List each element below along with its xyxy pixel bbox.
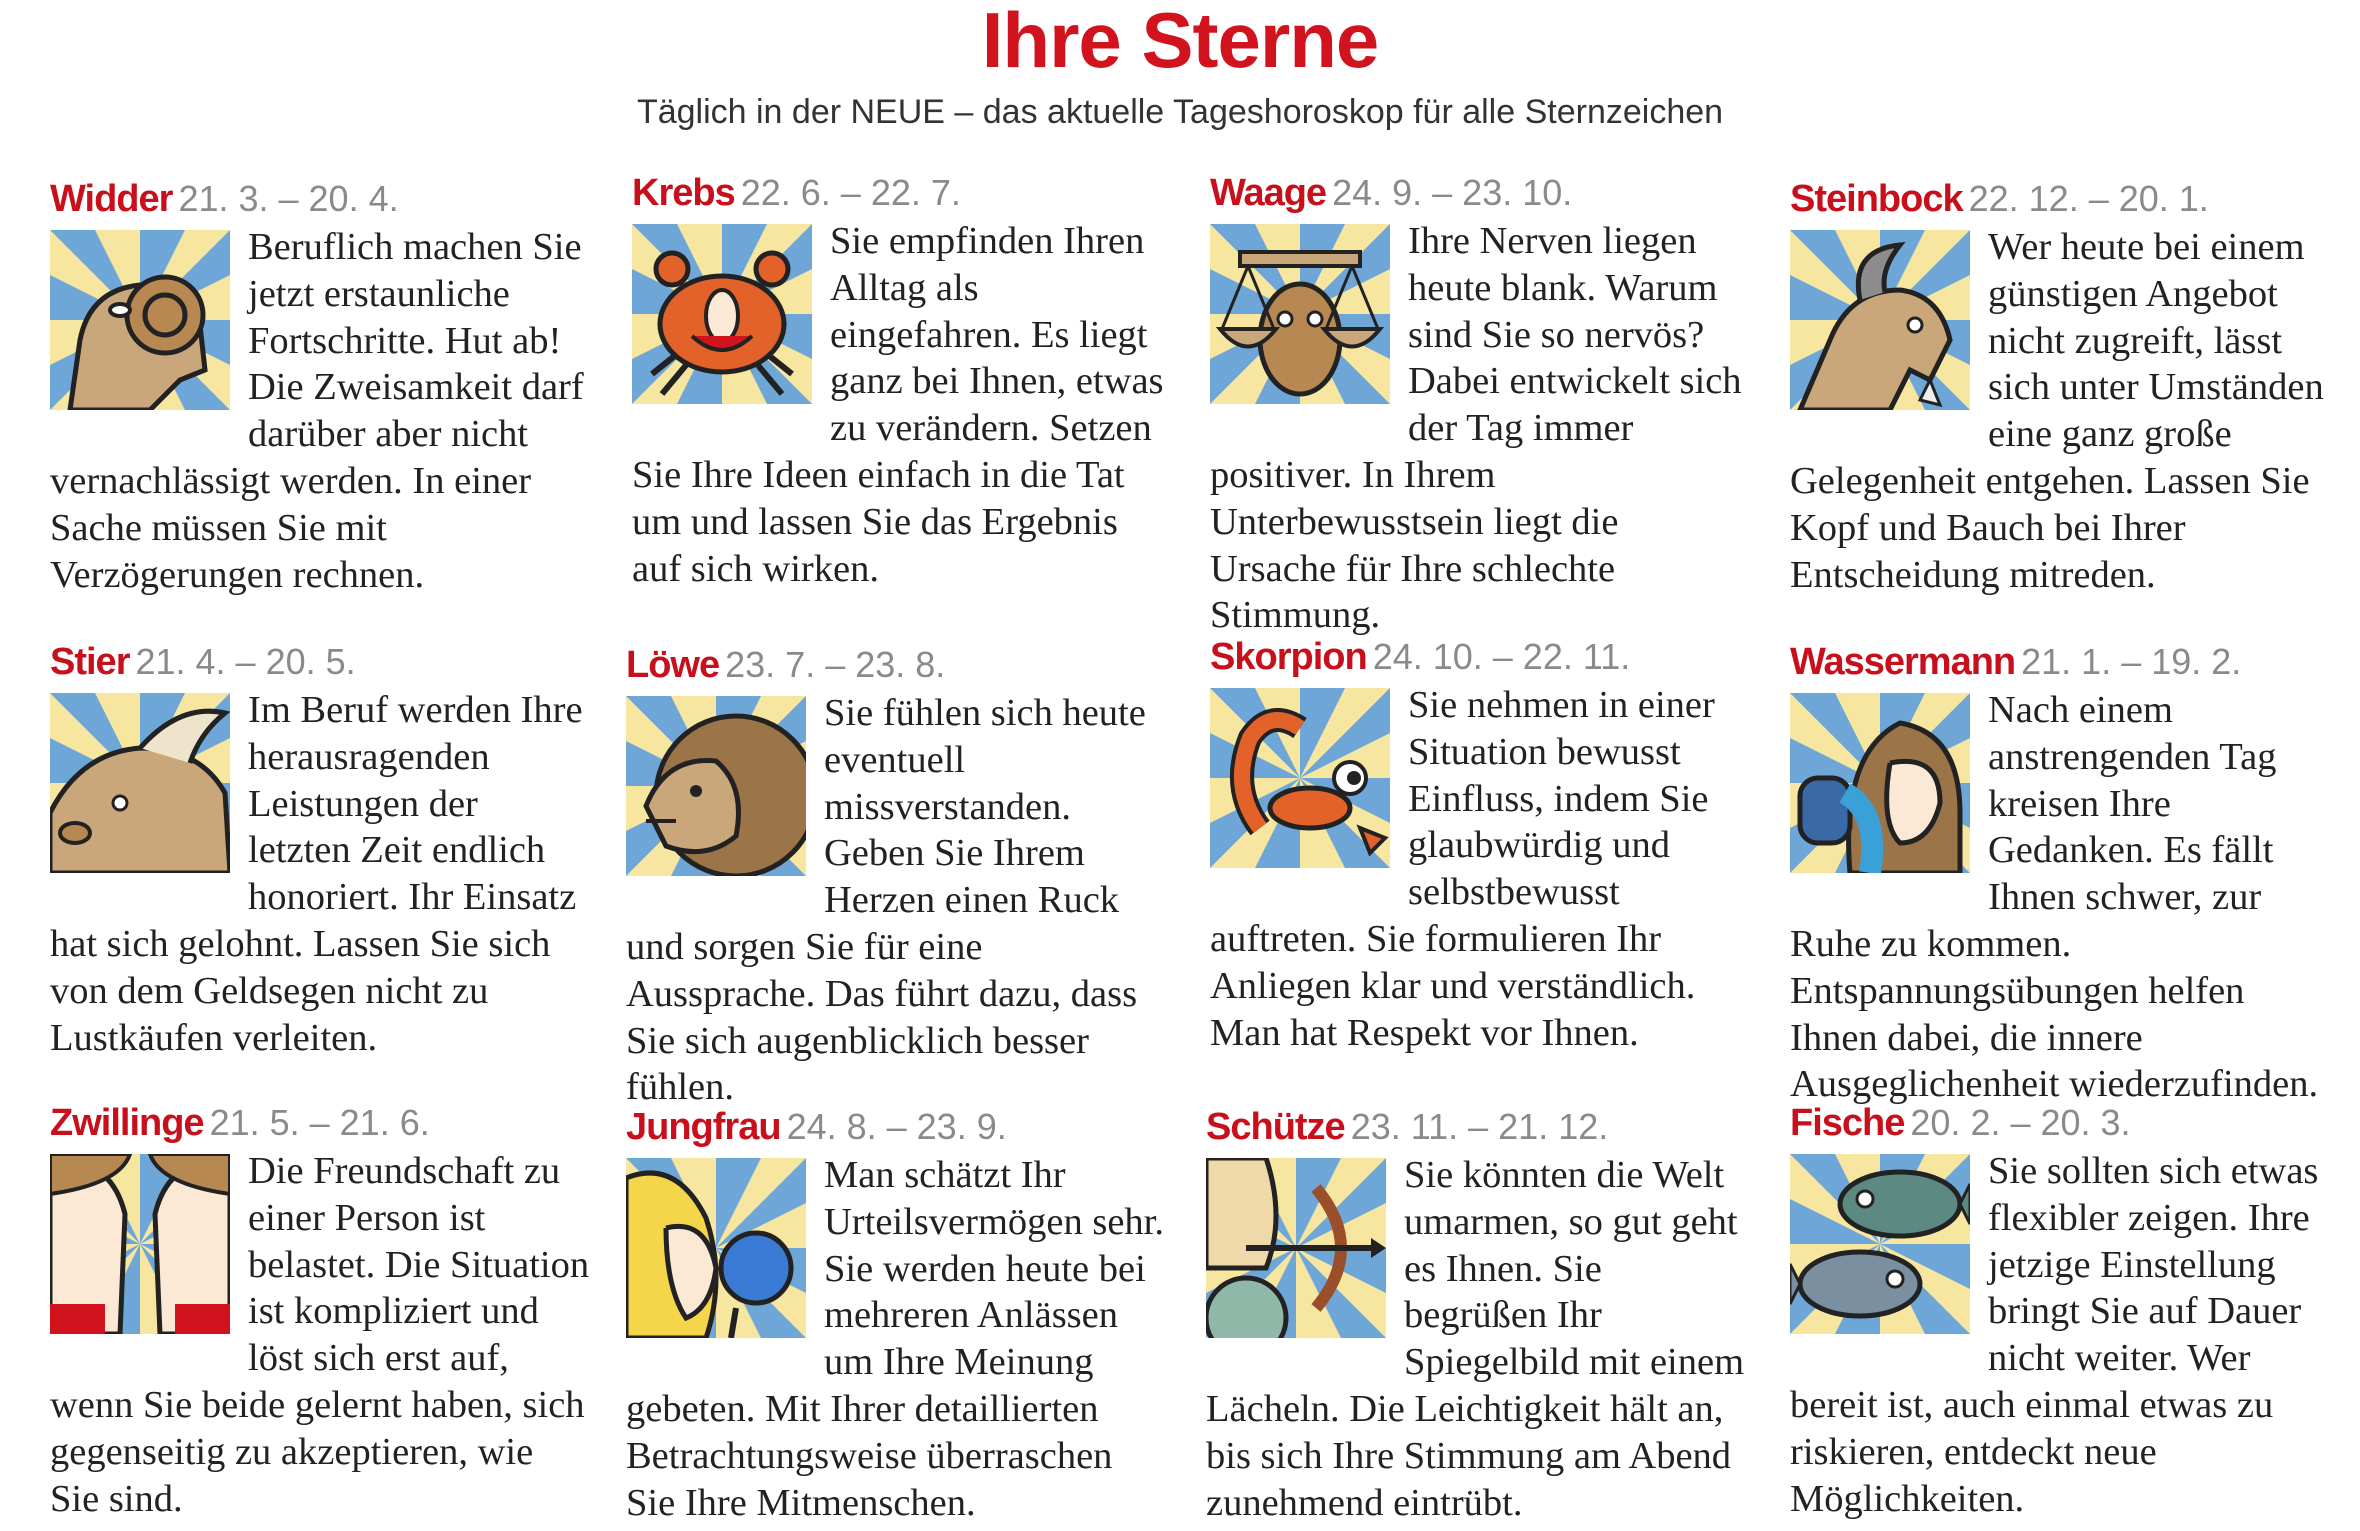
sign-dates: 21. 5. – 21. 6. — [209, 1102, 430, 1143]
horoscope-wassermann — [1790, 637, 2330, 1108]
sign-text: Beruflich machen Sie jetzt erstaunliche Fortschritte. Hut ab! Die Zweisamkeit darf darüber aber nicht vernachlässigt werden. In einer Sache müssen Sie mit Verzögerungen rechnen. — [50, 226, 584, 596]
sign-text: Sie fühlen sich heute eventuell missverstanden. Geben Sie Ihrem Herzen einen Ruck und sorgen Sie für eine Aussprache. Das führt dazu, dass Sie sich augenblicklich besser fühlen. — [626, 692, 1146, 1109]
sign-dates: 24. 8. – 23. 9. — [786, 1106, 1007, 1147]
horoscope-widder — [50, 174, 590, 598]
sign-name: Waage — [1210, 172, 1327, 214]
sign-name: Zwillinge — [50, 1102, 204, 1144]
horoscope-schuetze — [1206, 1102, 1746, 1526]
lion-icon — [626, 696, 806, 876]
bull-icon — [50, 693, 230, 873]
goat-icon — [1790, 230, 1970, 410]
page-title: Ihre Sterne — [981, 0, 1379, 84]
sign-name: Krebs — [632, 172, 735, 214]
sign-name: Jungfrau — [626, 1106, 781, 1148]
sign-dates: 21. 4. – 20. 5. — [135, 641, 356, 682]
sign-text: Nach einem anstrengenden Tag kreisen Ihre Gedanken. Es fällt Ihnen schwer, zur Ruhe zu kommen. Entspannungsübungen helfen Ihnen dabei, die innere Ausgeglichenheit wiederzufinden. — [1790, 689, 2319, 1106]
horoscope-steinbock — [1790, 174, 2330, 598]
sign-text: Die Freundschaft zu einer Person ist belastet. Die Situation ist kompliziert und löst sich erst auf, wenn Sie beide gelernt haben, sich gegenseitig zu akzeptieren, wie Sie sind. — [50, 1150, 590, 1520]
sign-name: Widder — [50, 178, 173, 220]
twins-icon — [50, 1154, 230, 1334]
archer-icon — [1206, 1158, 1386, 1338]
sign-text: Sie empfinden Ihren Alltag als eingefahren. Es liegt ganz bei Ihnen, etwas zu verändern. Setzen Sie Ihre Ideen einfach in die Tat um und lassen Sie das Ergebnis auf sich wirken. — [632, 220, 1164, 590]
horoscope-fische — [1790, 1098, 2330, 1522]
scorpion-icon — [1210, 688, 1390, 868]
sign-name: Schütze — [1206, 1106, 1345, 1148]
horoscope-jungfrau — [626, 1102, 1166, 1526]
sign-text: Ihre Nerven liegen heute blank. Warum sind Sie so nervös? Dabei entwickelt sich der Tag immer positiver. In Ihrem Unterbewusstsein liegt die Ursache für Ihre schlechte Stimmung. — [1210, 220, 1742, 637]
sign-dates: 21. 1. – 19. 2. — [2021, 641, 2242, 682]
sign-dates: 23. 11. – 21. 12. — [1350, 1106, 1609, 1147]
sign-text: Sie könnten die Welt umarmen, so gut geht es Ihnen. Sie begrüßen Ihr Spiegelbild mit einem Lächeln. Die Leichtigkeit hält an, bis sich Ihre Stimmung am Abend zunehmend eintrübt. — [1206, 1154, 1745, 1524]
sign-text: Im Beruf werden Ihre herausragenden Leistungen der letzten Zeit endlich honoriert. Ihr Einsatz hat sich gelohnt. Lassen Sie sich von dem Geldsegen nicht zu Lustkäufen verleiten. — [50, 689, 583, 1059]
crab-icon — [632, 224, 812, 404]
sign-name: Steinbock — [1790, 178, 1963, 220]
sign-dates: 20. 2. – 20. 3. — [1910, 1102, 2131, 1143]
sign-dates: 22. 6. – 22. 7. — [740, 172, 961, 213]
sign-dates: 24. 9. – 23. 10. — [1332, 172, 1573, 213]
ram-icon — [50, 230, 230, 410]
sign-dates: 22. 12. – 20. 1. — [1968, 178, 2209, 219]
sign-dates: 21. 3. – 20. 4. — [178, 178, 399, 219]
sign-dates: 23. 7. – 23. 8. — [725, 644, 946, 685]
virgin-icon — [626, 1158, 806, 1338]
horoscope-waage — [1210, 168, 1750, 639]
scales-icon — [1210, 224, 1390, 404]
sign-text: Sie nehmen in einer Situation bewusst Einfluss, indem Sie glaubwürdig und selbstbewusst auftreten. Sie formulieren Ihr Anliegen klar und verständlich. Man hat Respekt vor Ihnen. — [1210, 684, 1715, 1054]
sign-text: Sie sollten sich etwas flexibler zeigen. Ihre jetzige Einstellung bringt Sie auf Dauer nicht weiter. Wer bereit ist, auch einmal etwas zu riskieren, entdeckt neue Möglichkeiten. — [1790, 1150, 2319, 1520]
water-bearer-icon — [1790, 693, 1970, 873]
horoscope-skorpion — [1210, 632, 1750, 1056]
sign-name: Fische — [1790, 1102, 1905, 1144]
sign-text: Wer heute bei einem günstigen Angebot nicht zugreift, lässt sich unter Umständen eine ganz große Gelegenheit entgehen. Lassen Sie Kopf und Bauch bei Ihrer Entscheidung mitreden. — [1790, 226, 2324, 596]
sign-name: Löwe — [626, 644, 720, 686]
page-subtitle: Täglich in der NEUE – das aktuelle Tageshoroskop für alle Sternzeichen — [636, 93, 1724, 131]
sign-name: Wassermann — [1790, 641, 2016, 683]
horoscope-krebs — [632, 168, 1172, 592]
sign-text: Man schätzt Ihr Urteilsvermögen sehr. Sie werden heute bei mehreren Anlässen um Ihre Meinung gebeten. Mit Ihrer detaillierten Betrachtungsweise überraschen Sie Ihre Mitmenschen. — [626, 1154, 1164, 1524]
horoscope-loewe — [626, 640, 1166, 1111]
sign-name: Stier — [50, 641, 130, 683]
horoscope-stier — [50, 637, 590, 1061]
sign-dates: 24. 10. – 22. 11. — [1372, 636, 1631, 677]
sign-name: Skorpion — [1210, 636, 1367, 678]
fish-icon — [1790, 1154, 1970, 1334]
horoscope-zwillinge — [50, 1098, 590, 1522]
